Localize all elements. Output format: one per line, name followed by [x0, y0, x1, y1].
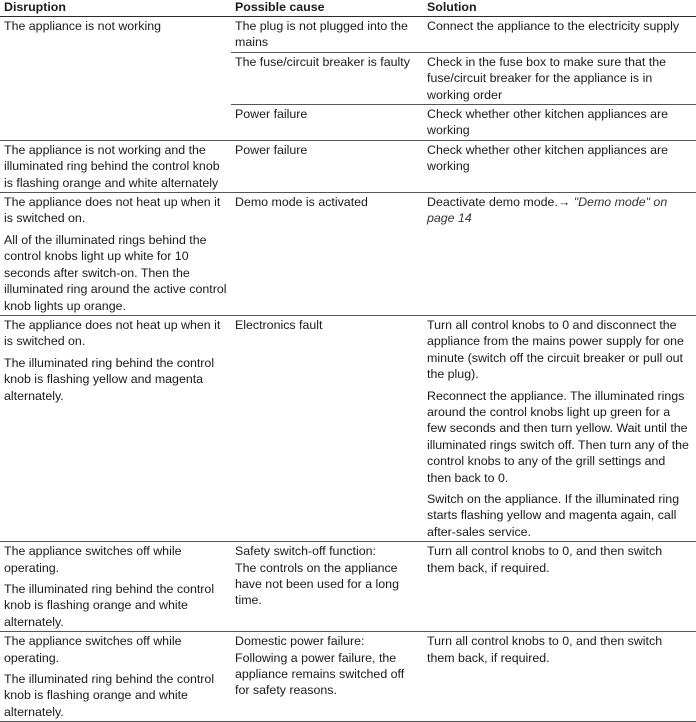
disruption-cell — [0, 542, 231, 632]
cause-text: Demo mode is activated — [235, 195, 368, 210]
solution-text: Check whether other kitchen appliances are working — [427, 142, 669, 174]
solution-text: Turn all control knobs to 0, and then switch them back, if required. — [427, 634, 663, 665]
cause-cell — [231, 17, 423, 53]
disruption-text: The appliance switches off while operating. — [4, 544, 182, 575]
disruption-text: The appliance is not working — [4, 19, 162, 33]
solution-cell — [423, 105, 696, 141]
disruption-detail: The illuminated ring behind the control knob is flashing orange and white alternately. — [4, 672, 215, 719]
cause-text: Power failure — [235, 142, 308, 157]
cause-cell — [231, 105, 423, 141]
cause-cell — [231, 315, 423, 541]
solution-cell — [423, 193, 696, 316]
solution-text — [427, 194, 692, 227]
table-row — [0, 140, 696, 192]
demo-mode-page-link[interactable]: "Demo mode" on page 14 — [427, 195, 668, 226]
arrow-right-icon: → — [557, 195, 571, 210]
disruption-detail: The illuminated ring behind the control knob is flashing yellow and magenta alternately. — [4, 355, 215, 403]
cause-text: Domestic power failure: — [235, 634, 365, 649]
disruption-cell — [0, 632, 231, 722]
solution-text: Check whether other kitchen appliances are working — [427, 107, 669, 138]
solution-text: Check in the fuse box to make sure that the fuse/circuit breaker for the appliance is in working order — [427, 54, 666, 102]
solution-cell — [423, 52, 696, 104]
disruption-detail: The illuminated ring behind the control knob is flashing orange and white alternately. — [4, 582, 215, 629]
solution-cell — [423, 632, 696, 722]
cause-cell — [231, 52, 423, 104]
disruption-text: The appliance switches off while operating. — [4, 634, 182, 665]
solution-text-main: Deactivate demo mode. — [427, 195, 558, 210]
cause-cell — [231, 632, 423, 722]
disruption-cell — [0, 193, 231, 316]
disruption-text: The appliance does not heat up when it is switched on. — [4, 195, 221, 226]
cause-text: Power failure — [235, 107, 308, 122]
table-row — [0, 315, 696, 541]
solution-cell — [423, 542, 696, 632]
cause-text: Electronics fault — [235, 317, 323, 332]
solution-cell — [423, 17, 696, 53]
table-row — [0, 17, 696, 53]
disruption-cell — [0, 17, 231, 141]
disruption-text: The appliance does not heat up when it is switched on. — [4, 317, 221, 349]
disruption-detail: All of the illuminated rings behind the control knobs light up white for 10 seconds after switch-on. Then the illuminated ring around the active control knob lights up orange. — [4, 232, 227, 313]
cause-detail: The controls on the appliance have not been used for a long time. — [235, 560, 399, 608]
table-row — [0, 632, 696, 722]
cause-detail: Following a power failure, the appliance remains switched off for safety reasons. — [235, 650, 405, 698]
solution-step-3: Switch on the appliance. If the illuminated ring starts flashing yellow and magenta again, call after-sales service. — [427, 491, 680, 539]
cause-cell — [231, 140, 423, 192]
cause-text: The plug is not plugged into the mains — [235, 19, 408, 50]
header-solution: Solution — [423, 0, 696, 17]
disruption-cell — [0, 140, 231, 192]
cause-cell — [231, 542, 423, 632]
table-row — [0, 193, 696, 316]
solution-step-1: Turn all control knobs to 0 and disconnect the appliance from the mains power supply for one minute (switch off the circuit breaker or pull out the plug). — [427, 317, 684, 382]
solution-text: Connect the appliance to the electricity supply — [427, 19, 680, 33]
cause-text: The fuse/circuit breaker is faulty — [235, 54, 410, 69]
solution-cell — [423, 140, 696, 192]
disruption-cell — [0, 315, 231, 541]
cause-text: Safety switch-off function: — [235, 544, 376, 559]
solution-cell — [423, 315, 696, 541]
header-disruption: Disruption — [0, 0, 231, 17]
cause-cell — [231, 193, 423, 316]
solution-text: Turn all control knobs to 0, and then switch them back, if required. — [427, 544, 663, 575]
header-possible-cause: Possible cause — [231, 0, 423, 17]
disruption-text: The appliance is not working and the illuminated ring behind the control knob is flashing orange and white alternately — [4, 142, 220, 190]
table-row — [0, 542, 696, 632]
solution-step-2: Reconnect the appliance. The illuminated rings around the control knobs light up green for a few seconds and then turn yellow. Wait until the illuminated rings switch off. Then turn any of the control knobs to any of the grill settings and then back to 0. — [427, 388, 689, 485]
table-header-row — [0, 0, 696, 17]
